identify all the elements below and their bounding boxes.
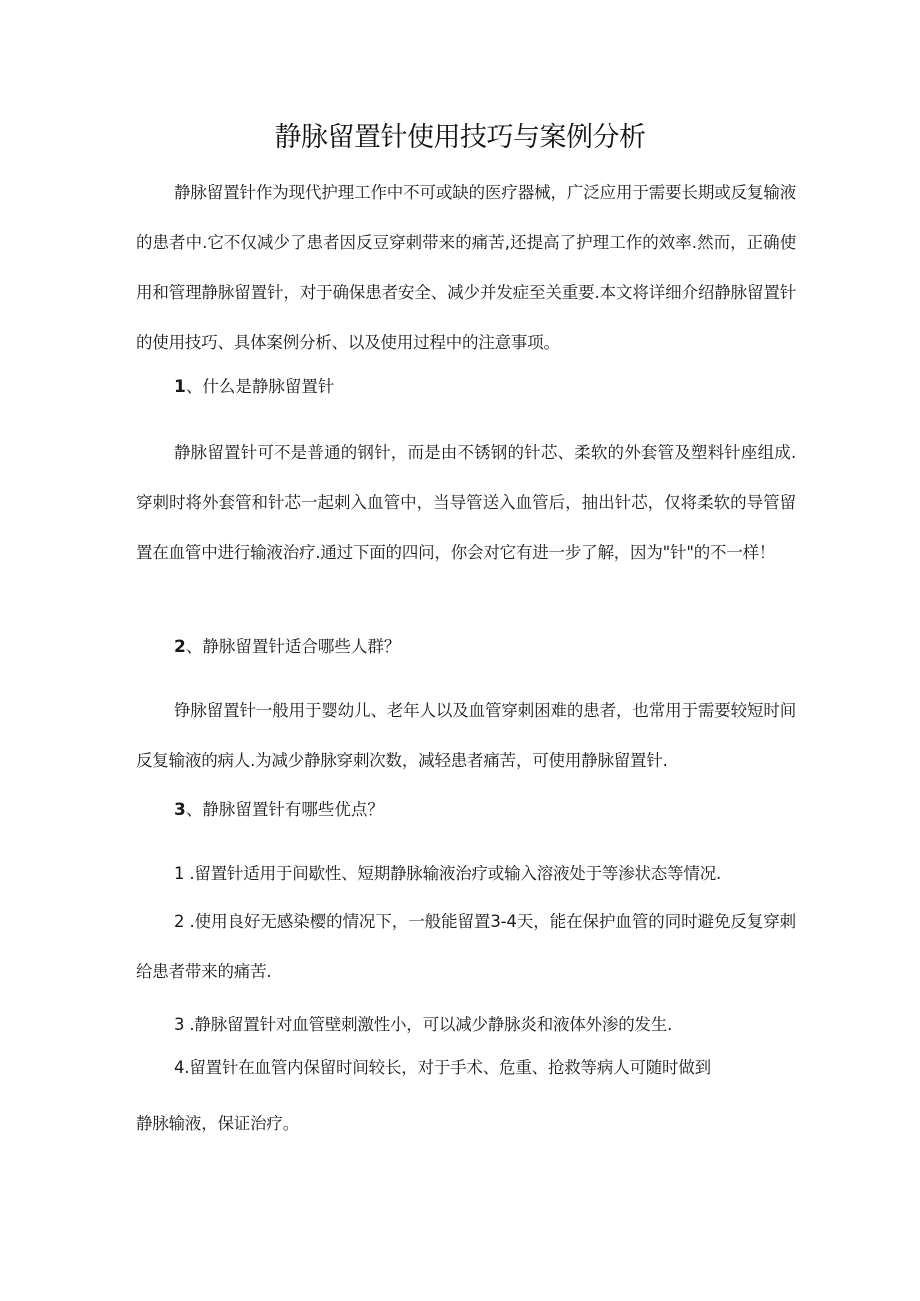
- advantage-item-1: 1 .留置针适用于间歇性、短期静脉输液治疗或输入溶液处于等渗状态等情况.: [174, 864, 722, 883]
- section-heading-text-2: 、静脉留置针适合哪些人群？: [185, 637, 401, 656]
- section-number-3: 3: [174, 800, 186, 820]
- intro-paragraph: 静脉留置针作为现代护理工作中不可或缺的医疗器械，广泛应用于需要长期或反复输液的患者中.它不仅减少了患者因反豆穿刺带来的痛苦,还提高了护理工作的效率.然而，正确使用和管理静脉留置针，对于确保患者安全、减少并发症至关重要.本文将详细介绍静脉留置针的使用技巧、具体案例分析、以及使用过程中的注意事项。: [136, 183, 796, 352]
- section-heading-1: [174, 371, 794, 403]
- section-body-2: 铮脉留置针一般用于婴幼儿、老年人以及血管穿刺困难的患者，也常用于需要较短时间反复输液的病人.为减少静脉穿刺次数，减轻患者痛苦，可使用静脉留置针.: [136, 701, 796, 770]
- advantage-item-3: 3 .静脉留置针对血管壁刺激性小，可以减少静脉炎和液体外渗的发生.: [174, 1015, 673, 1034]
- section-heading-text-1: 、什么是静脉留置针: [185, 377, 335, 396]
- section-number-1: 1: [174, 377, 186, 397]
- page-title: 静脉留置针使用技巧与案例分析: [274, 122, 646, 153]
- advantage-item-4-continuation: 静脉输液，保证治疗。: [136, 1114, 300, 1133]
- section-body-1: 静脉留置针可不是普通的钢针，而是由不锈钢的针芯、柔软的外套管及塑料针座组成.穿刺时将外套管和针芯一起刺入血管中，当导管送入血管后，抽出针芯，仅将柔软的导管留置在血管中进行输液治疗.通过下面的四问，你会对它有进一步了解，因为"针"的不一样！: [136, 443, 796, 562]
- section-heading-3: [174, 794, 794, 826]
- section-heading-text-3: 、静脉留置针有哪些优点？: [185, 800, 384, 819]
- section-number-2: 2: [174, 637, 186, 657]
- advantage-item-2: 2 .使用良好无感染樱的情况下，一般能留置3-4天，能在保护血管的同时避免反复穿刺给患者带来的痛苦.: [136, 912, 796, 981]
- section-heading-2: [174, 631, 794, 663]
- advantage-item-4: 4.留置针在血管内保留时间较长，对于手术、危重、抢救等病人可随时做到: [174, 1058, 711, 1077]
